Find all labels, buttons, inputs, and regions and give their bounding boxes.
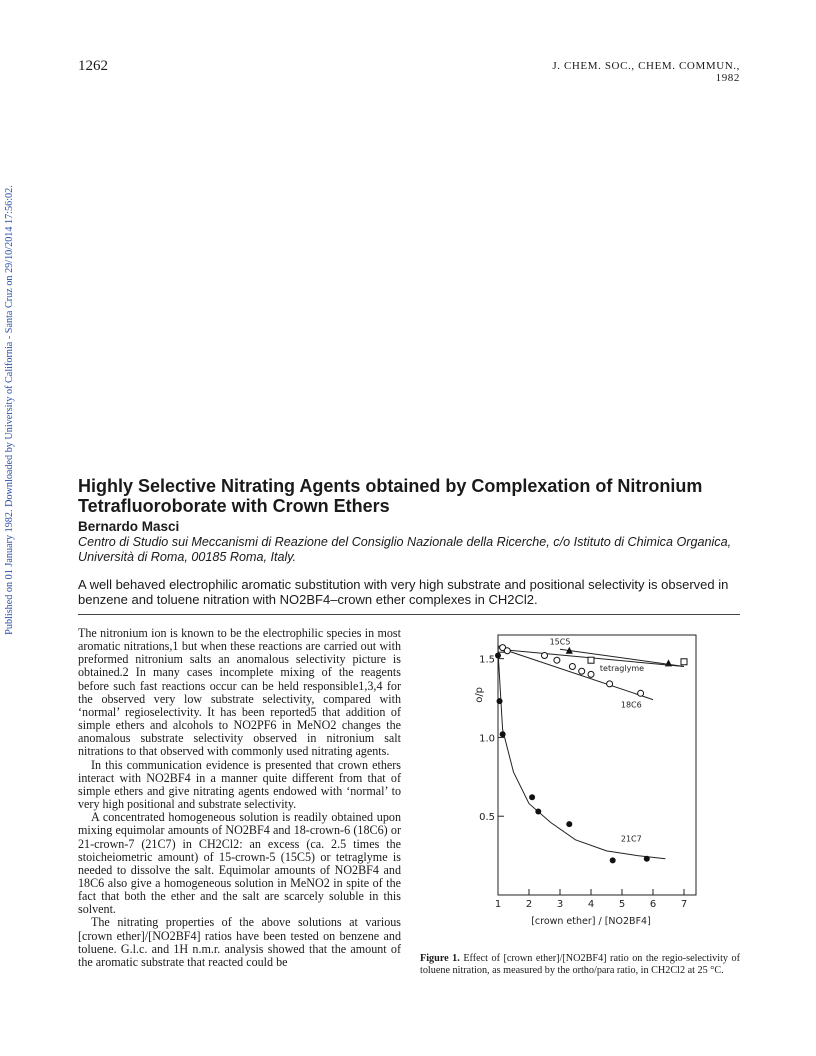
data-point-18c6 bbox=[554, 657, 560, 663]
y-axis-label: o/p bbox=[474, 686, 485, 703]
x-tick-label: 6 bbox=[649, 899, 657, 910]
data-point-21c7 bbox=[644, 856, 650, 862]
data-point-21c7 bbox=[610, 857, 616, 863]
section-divider bbox=[78, 614, 740, 615]
series-label: 15C5 bbox=[549, 637, 571, 647]
data-point-18c6 bbox=[607, 681, 613, 687]
y-tick-label: 1.0 bbox=[479, 733, 495, 745]
x-tick-label: 5 bbox=[618, 899, 626, 910]
data-point-18c6 bbox=[588, 671, 594, 677]
data-point-21c7 bbox=[535, 808, 541, 814]
figure-caption bbox=[420, 953, 740, 976]
fit-line-21c7 bbox=[498, 651, 665, 859]
y-tick-label: 0.5 bbox=[479, 812, 495, 824]
data-point-18c6 bbox=[542, 652, 548, 658]
x-axis-label: [crown ether] / [NO2BF4] bbox=[531, 916, 651, 927]
body-paragraph: A concentrated homogeneous solution is readily obtained upon mixing equimolar amounts of NO2BF4 and 18-crown-6 (18C6) or 21-crown-7 (21C7) in CH2Cl2: an excess (ca. 2.5 times the stoicheiometric amount) of 15-crown-5 (15C5) or tetraglyme is needed to dissolve the salt. Equimolar amounts of NO2BF4 and 18C6 also give a homogeneous solution in MeNO2 in spite of the fact that both the ether and the salt are scarcely soluble in this solvent. bbox=[78, 810, 401, 917]
download-note bbox=[2, 185, 22, 635]
download-note-text: Published on 01 January 1982. Downloaded by University of California - Santa Cruz on 29/10/2014 17:56:02. bbox=[4, 185, 15, 635]
x-tick-label: 3 bbox=[556, 899, 564, 910]
figure-1-chart bbox=[474, 633, 698, 927]
body-paragraph: The nitronium ion is known to be the electrophilic species in most aromatic nitrations,1 but when these reactions are carried out with preformed nitronium salts an anomalous selectivity picture is obtained.2 In many cases incomplete mixing of the reagents before such fast reactions occur can be held responsible1,3,4 for the observed very low substrate selectivity, compared with ‘normal’ regioselectivity. It has been reported5 that addition of simple ethers and alcohols to NO2PF6 in MeNO2 changes the anomalous substrate selectivity observed in nitronium salt nitrations to that observed with commonly used nitrating agents. bbox=[78, 626, 401, 759]
affiliation: Centro di Studio sui Meccanismi di Reazione del Consiglio Nazionale della Ricerche, c/o Istituto di Chimica Organica, Università di Roma, 00185 Roma, Italy. bbox=[78, 535, 732, 564]
article-title: Highly Selective Nitrating Agents obtained by Complexation of Nitronium Tetrafluoroborate with Crown Ethers bbox=[78, 476, 703, 516]
data-point-18c6 bbox=[579, 668, 585, 674]
data-point-21c7 bbox=[529, 794, 535, 800]
author-name: Bernardo Masci bbox=[78, 519, 180, 534]
data-point-21c7 bbox=[500, 731, 506, 737]
data-point-18c6 bbox=[569, 664, 575, 670]
series-label: 18C6 bbox=[620, 700, 642, 710]
body-paragraph: In this communication evidence is presented that crown ethers interact with NO2BF4 in a manner quite different from that of simple ethers and give nitrating agents endowed with ‘normal’ to very high positional and substrate selectivity. bbox=[78, 757, 401, 812]
data-point-18c6 bbox=[638, 690, 644, 696]
data-point-21c7 bbox=[497, 698, 503, 704]
data-point-18c6 bbox=[504, 648, 510, 654]
series-label: tetraglyme bbox=[599, 664, 645, 674]
data-point-21c7 bbox=[566, 821, 572, 827]
x-tick-label: 2 bbox=[525, 899, 533, 910]
data-point-21c7 bbox=[495, 652, 501, 658]
caption-text: Effect of [crown ether]/[NO2BF4] ratio on the regio-selectivity of toluene nitration, as measured by the ortho/para ratio, in CH2Cl2 at 25 °C. bbox=[420, 953, 740, 976]
x-tick-label: 7 bbox=[680, 899, 688, 910]
y-tick-label: 1.5 bbox=[479, 654, 495, 666]
body-column bbox=[78, 627, 401, 969]
x-tick-label: 4 bbox=[587, 899, 595, 910]
plot-frame bbox=[498, 635, 696, 895]
page-number: 1262 bbox=[78, 58, 108, 74]
data-point-tetraglyme bbox=[681, 659, 687, 665]
body-paragraph: The nitrating properties of the above solutions at various [crown ether]/[NO2BF4] ratios have been tested on benzene and toluene. G.l.c. and 1H n.m.r. analysis showed that the amount of the aromatic substrate that reacted could be bbox=[78, 915, 401, 969]
x-tick-label: 1 bbox=[494, 899, 502, 910]
data-point-tetraglyme bbox=[588, 657, 594, 663]
abstract: A well behaved electrophilic aromatic substitution with very high substrate and positional selectivity is observed in benzene and toluene nitration with NO2BF4–crown ether complexes in CH2Cl2. bbox=[78, 577, 729, 607]
caption-label: Figure 1. bbox=[420, 953, 460, 964]
chart-svg bbox=[474, 633, 698, 927]
series-label: 21C7 bbox=[620, 834, 642, 844]
fit-line-18c6 bbox=[498, 648, 653, 700]
journal-header: J. CHEM. SOC., CHEM. COMMUN., 1982 bbox=[552, 60, 740, 84]
